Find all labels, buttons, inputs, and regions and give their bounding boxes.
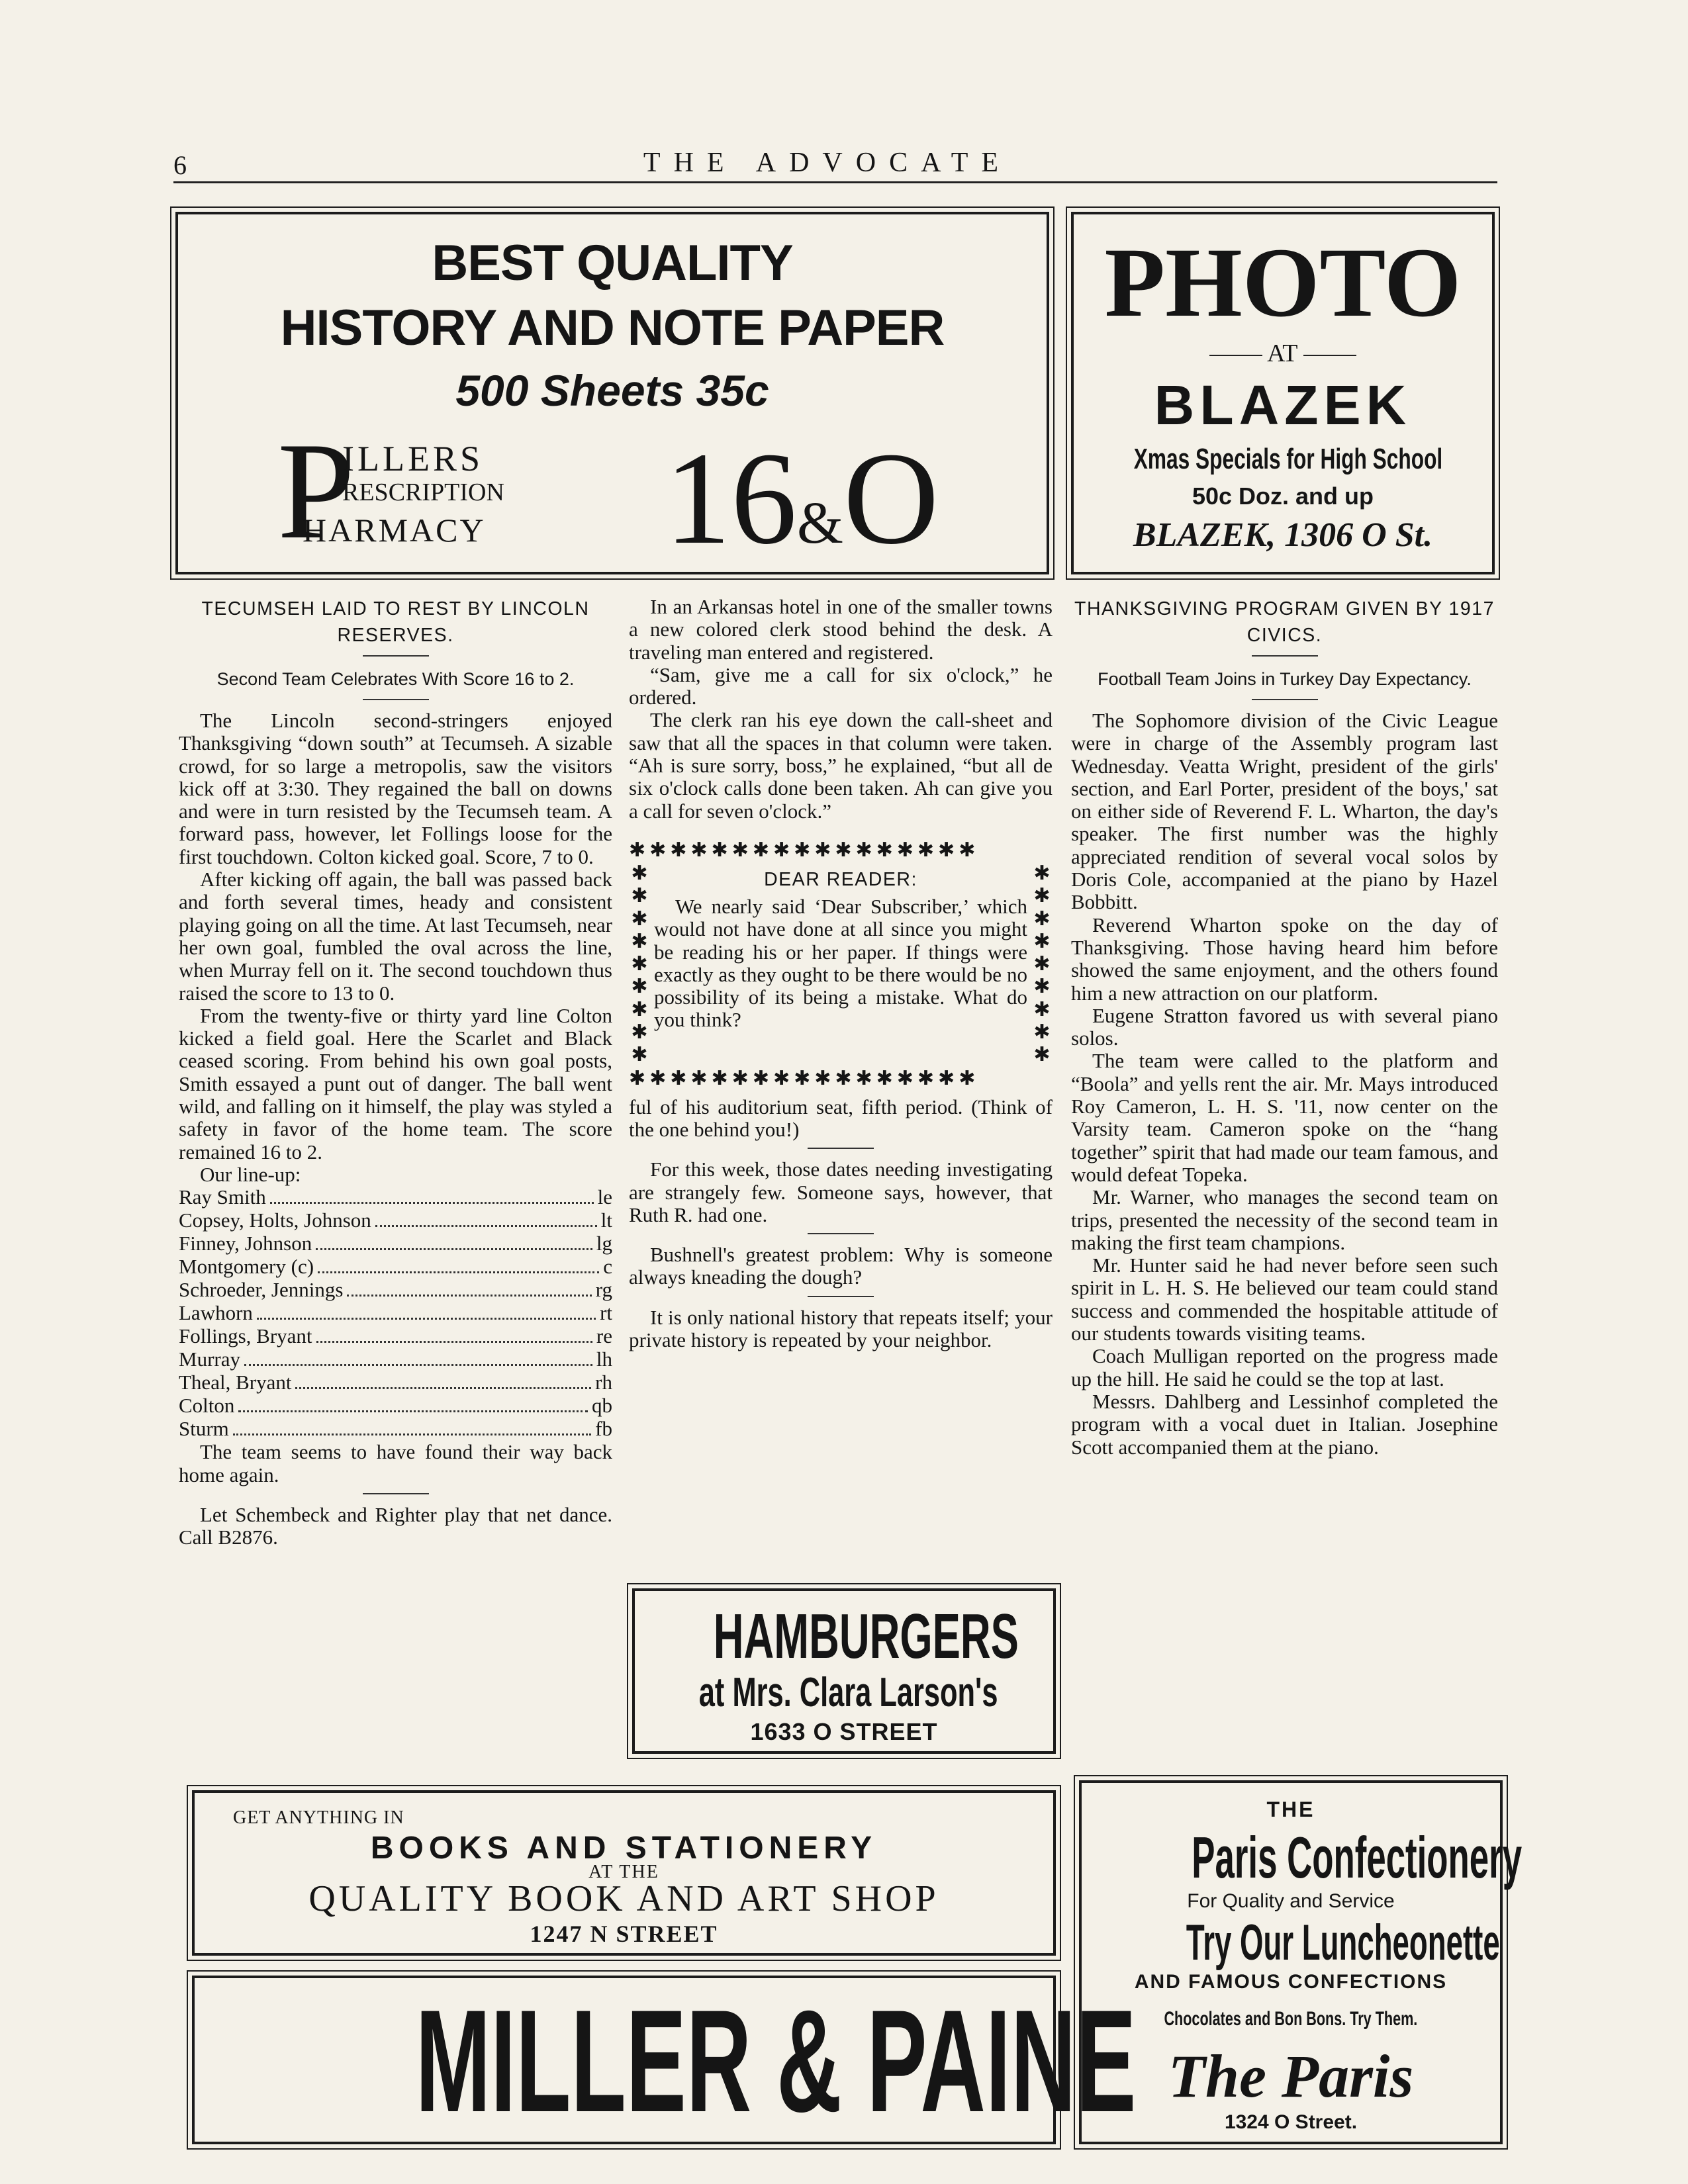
ad-books-line4: QUALITY BOOK AND ART SHOP [308,1878,939,1919]
arkansas-paragraph-3: The clerk ran his eye down the call-sheet and saw that all the spaces in that column were taken. “Ah is sure sorry, boss,” he explained, “but all de six o'clock calls done been taken. Ah can give you a call for seven o'clock.” [629,708,1053,823]
ad-books-line1: GET ANYTHING IN [233,1807,404,1828]
lineup-leader-dots [244,1364,592,1366]
tecumseh-paragraph-1: The Lincoln second-stringers enjoyed Thanksgiving “down south” at Tecumseh. A sizable crowd, for so large a metropolis, saw the visitors kick off at 3:30. They regained the ball on downs and were in turn resisted by the Tecumseh team. A forward pass, however, let Follings loose for the first touchdown. Colton kicked goal. Score, 7 to 0. [179,709,612,868]
dear-reader-text: We nearly said ‘Dear Subscriber,’ which would not have done at all since you might be reading his or her paper. If things were exactly as they ought to be there would be no possibility of its being a mistake. What do you think? [654,894,1027,1032]
thanksgiving-paragraph-6: Mr. Hunter said he had never before seen such spirit in L. H. S. He believed our team could stand success and commended the hospitable attitude of our students towards visiting teams. [1071,1253,1498,1345]
lineup-player: Finney, Johnson [179,1232,312,1255]
border-star: ✱ [631,929,648,953]
headline-rule [363,655,429,657]
thanksgiving-paragraph-1: The Sophomore division of the Civic League were in charge of the Assembly program last Wednesday. Veatta Wright, president of the girls' section, and Earl Porter, president of the boys,' sat on either side of Reverend F. L. Wharton, the day's speaker. The first number was the highly appreciated rendition of several vocal solos by Doris Cole, accompanied at the piano by Hazel Bobbitt. [1071,709,1498,914]
ad-paper-line1: BEST QUALITY [432,235,793,291]
pillers-logo-line3: HARMACY [303,512,486,549]
lineup-row [179,1279,612,1302]
ad-paris-try: Try Our Luncheonette [1186,1915,1500,1971]
ad-miller-name: MILLER & PAINE [415,1979,1137,2142]
lineup-position: rg [595,1278,612,1302]
border-star: ✱ [631,1043,648,1067]
ad-quality-book-shop [192,1790,1056,1956]
star-border-top: ✱✱✱✱✱✱✱✱✱✱✱✱✱✱✱✱✱ [629,838,980,862]
lineup-row [179,1371,612,1394]
page-number: 6 [173,150,187,180]
lineup-player: Schroeder, Jennings [179,1278,344,1302]
dear-reader-content [650,862,1031,1067]
border-star: ✱ [1033,929,1051,953]
article-thanksgiving [1071,596,1498,1459]
pillers-logo-line1: ILLERS [342,439,483,478]
ad-miller-wrap [195,1979,1137,2142]
ad-photo-rule-left [1209,355,1262,356]
lineup-row [179,1325,612,1348]
thanksgiving-paragraph-8: Messrs. Dahlberg and Lessinhof completed the program with a vocal duet in Italian. Josephine Scott accompanied them at the piano. [1071,1389,1498,1459]
border-star: ✱ [1033,907,1051,931]
border-star: ✱ [1033,975,1051,999]
thanksgiving-headline: THANKSGIVING PROGRAM GIVEN BY 1917 CIVICS. [1074,598,1495,646]
border-star: ✱ [631,884,648,908]
lineup-row [179,1209,612,1232]
ad-paris-name: Paris Confectionery [1192,1825,1523,1890]
lineup-row [179,1186,612,1209]
ad-photo-at-text: AT [1267,340,1297,367]
ad-paper-line2: HISTORY AND NOTE PAPER [280,300,945,356]
ad-photo-specials-wrap [1074,443,1492,476]
lineup-position: rh [595,1371,612,1394]
ad-paris-chocolates: Chocolates and Bon Bons. Try Them. [1164,2008,1418,2030]
lineup-leader-dots [270,1202,594,1204]
ad-paper-address [665,426,939,590]
ad-photo-specials: Xmas Specials for High School [1133,443,1443,475]
ad-hamburgers-title-wrap [635,1600,1053,1673]
lineup-player: Colton [179,1394,235,1418]
item-rule [808,1148,874,1149]
lineup-row [179,1232,612,1255]
lineup-player: Sturm [179,1417,229,1441]
lineup-row [179,1394,612,1418]
pillers-logo-line2: RESCRIPTION [342,478,504,506]
lineup-title: Our line-up: [200,1162,301,1186]
tecumseh-paragraph-2: After kicking off again, the ball was passed back and forth several times, heady and consistent playing going on all the time. At last Tecumseh, near her own goal, fumbled the oval across the line, when Murray fell on it. The second touchdown thus raised the score to 13 to 0. [179,868,612,1005]
ad-hamburgers [632,1588,1056,1754]
ad-hamburgers-address: 1633 O STREET [750,1718,938,1745]
column-jokes [629,596,1053,1351]
lineup-position: rt [600,1301,612,1325]
lineup-leader-dots [238,1410,588,1412]
lineup-leader-dots [316,1248,592,1250]
lineup-player: Theal, Bryant [179,1371,292,1394]
ad-note-paper [175,212,1049,574]
lineup-player: Lawhorn [179,1301,253,1325]
dear-reader-title: DEAR READER: [764,868,917,890]
thanksgiving-paragraph-7: Coach Mulligan reported on the progress made up the hill. He said he could se the top at last. [1071,1344,1498,1390]
ad-books-line3: AT THE [588,1862,659,1882]
lineup-player: Montgomery (c) [179,1255,314,1279]
border-star: ✱ [1033,997,1051,1021]
ad-photo-title: PHOTO [1104,228,1462,338]
ad-paris-the: THE [1266,1797,1315,1821]
lineup-row [179,1348,612,1371]
headline-rule [1252,655,1318,657]
thanksgiving-paragraph-4: The team were called to the platform and “Boola” and yells rent the air. Mr. Mays introduced Roy Cameron, L. H. S. '11, now center on the Varsity team. Cameron spoke on the “hang together” spirit that had made our team famous, and would defeat Topeka. [1071,1049,1498,1186]
lineup-position: re [596,1324,612,1348]
lineup-position: fb [595,1417,612,1441]
lineup-position: lt [600,1208,612,1232]
lineup-leader-dots [316,1341,592,1343]
dates-item: For this week, those dates needing investigating are strangely few. Someone says, however, that Ruth R. had one. [629,1158,1053,1226]
ad-paris-address: 1324 O Street. [1224,2111,1358,2133]
bushnell-item: Bushnell's greatest problem: Why is someone always kneading the dough? [629,1243,1053,1289]
item-rule [808,1296,874,1297]
arkansas-paragraph-1: In an Arkansas hotel in one of the smaller towns a new colored clerk stood behind the desk. A traveling man entered and registered. [629,595,1053,664]
lineup-position: le [597,1185,612,1209]
border-star: ✱ [1033,952,1051,976]
border-star: ✱ [631,952,648,976]
ad-paper-number: 16 [665,426,797,572]
item-rule [808,1233,874,1234]
ad-hamburgers-title: HAMBURGERS [713,1601,1019,1672]
ad-paris-script: The Paris [1168,2042,1414,2110]
lineup-leader-dots [318,1271,599,1273]
tecumseh-headline: TECUMSEH LAID TO REST BY LINCOLN RESERVES. [201,598,590,646]
ad-hamburgers-line2-wrap [635,1669,1053,1716]
lineup-list [179,1186,612,1441]
ad-photo-rule-right [1303,355,1356,356]
tecumseh-paragraph-4: The team seems to have found their way back home again. [179,1440,612,1486]
dear-reader-body-row [629,862,1053,1067]
auditorium-item: ful of his auditorium seat, fifth period. (Think of the one behind you!) [629,1095,1053,1141]
ad-books-line2: BOOKS AND STATIONERY [370,1831,878,1866]
thanksgiving-subhead: Football Team Joins in Turkey Day Expectancy. [1098,669,1472,689]
ad-paris-try-wrap [1082,1914,1500,1972]
pillers-logo-p: P [277,414,355,568]
article-tecumseh [179,596,612,1549]
ad-photo-studio-name: BLAZEK [1154,374,1412,436]
thanksgiving-paragraph-5: Mr. Warner, who manages the second team on trips, presented the necessity of the second team in making the first team champions. [1071,1185,1498,1254]
border-star: ✱ [631,861,648,885]
lineup-position: qb [592,1394,612,1418]
dear-reader-box [629,839,1053,1091]
ad-paris-quality: For Quality and Service [1187,1890,1395,1912]
thanksgiving-paragraph-3: Eugene Stratton favored us with several piano solos. [1071,1003,1498,1050]
lineup-leader-dots [233,1433,591,1435]
border-star: ✱ [1033,1021,1051,1044]
lineup-position: lg [596,1232,612,1255]
item-rule [363,1493,429,1494]
ad-paris-chocolates-wrap [1082,2008,1500,2030]
arkansas-paragraph-2: “Sam, give me a call for six o'clock,” he ordered. [629,662,1053,709]
ad-paris-name-wrap [1082,1824,1523,1891]
history-item: It is only national history that repeats itself; your private history is repeated by your neighbor. [629,1305,1053,1352]
tecumseh-paragraph-3: From the twenty-five or thirty yard line Colton kicked a field goal. Here the Scarlet and Black ceased scoring. From behind his own goal posts, Smith essayed a punt out of danger. The ball went wild, and falling on it himself, the play was styled a safety in favor of the home team. The score remained 16 to 2. [179,1003,612,1163]
ad-paper-price: 500 Sheets 35c [455,366,769,415]
lineup-leader-dots [375,1225,597,1227]
ad-paris-confectionery [1079,1780,1523,2144]
lineup-player: Copsey, Holts, Johnson [179,1208,371,1232]
border-star: ✱ [631,975,648,999]
lineup-player: Ray Smith [179,1185,266,1209]
header-rule [173,181,1497,183]
tecumseh-subhead: Second Team Celebrates With Score 16 to 2. [216,669,575,689]
thanksgiving-paragraph-2: Reverend Wharton spoke on the day of Thanksgiving. Those having heard him before showed the same enjoyment, and the others found him a new attraction on our platform. [1071,913,1498,1005]
ad-paris-famous: AND FAMOUS CONFECTIONS [1134,1971,1448,1993]
subhead-rule [363,699,429,700]
ad-miller-paine [192,1976,1137,2144]
lineup-leader-dots [347,1295,591,1297]
star-border-left [629,862,650,1067]
lineup-player: Murray [179,1347,240,1371]
ad-hamburgers-line2: at Mrs. Clara Larson's [698,1670,998,1715]
lineup-player: Follings, Bryant [179,1324,312,1348]
subhead-rule [1252,699,1318,700]
ad-books-address: 1247 N STREET [530,1921,718,1947]
lineup-row [179,1255,612,1279]
lineup-position: c [603,1255,612,1279]
lineup-position: lh [596,1347,612,1371]
border-star: ✱ [1033,1043,1051,1067]
ad-photo-address: BLAZEK, 1306 O St. [1133,516,1433,554]
lineup-row [179,1302,612,1325]
net-dance-item: Let Schembeck and Righter play that net dance. Call B2876. [179,1502,612,1549]
border-star: ✱ [631,907,648,931]
ad-photo-price: 50c Doz. and up [1192,482,1374,510]
star-border-bottom: ✱✱✱✱✱✱✱✱✱✱✱✱✱✱✱✱✱ [629,1066,980,1090]
star-border-right [1031,862,1053,1067]
border-star: ✱ [631,1021,648,1044]
border-star: ✱ [631,997,648,1021]
lineup-row [179,1418,612,1441]
lineup-leader-dots [295,1387,591,1389]
lineup-leader-dots [257,1318,596,1320]
ad-paper-ampersand: & [797,490,844,556]
newspaper-masthead: THE ADVOCATE [643,148,1012,178]
ad-paper-o-street: O [843,426,939,572]
ad-photo-at [1074,339,1492,368]
border-star: ✱ [1033,861,1051,885]
ad-photo-blazek [1071,212,1495,574]
border-star: ✱ [1033,884,1051,908]
